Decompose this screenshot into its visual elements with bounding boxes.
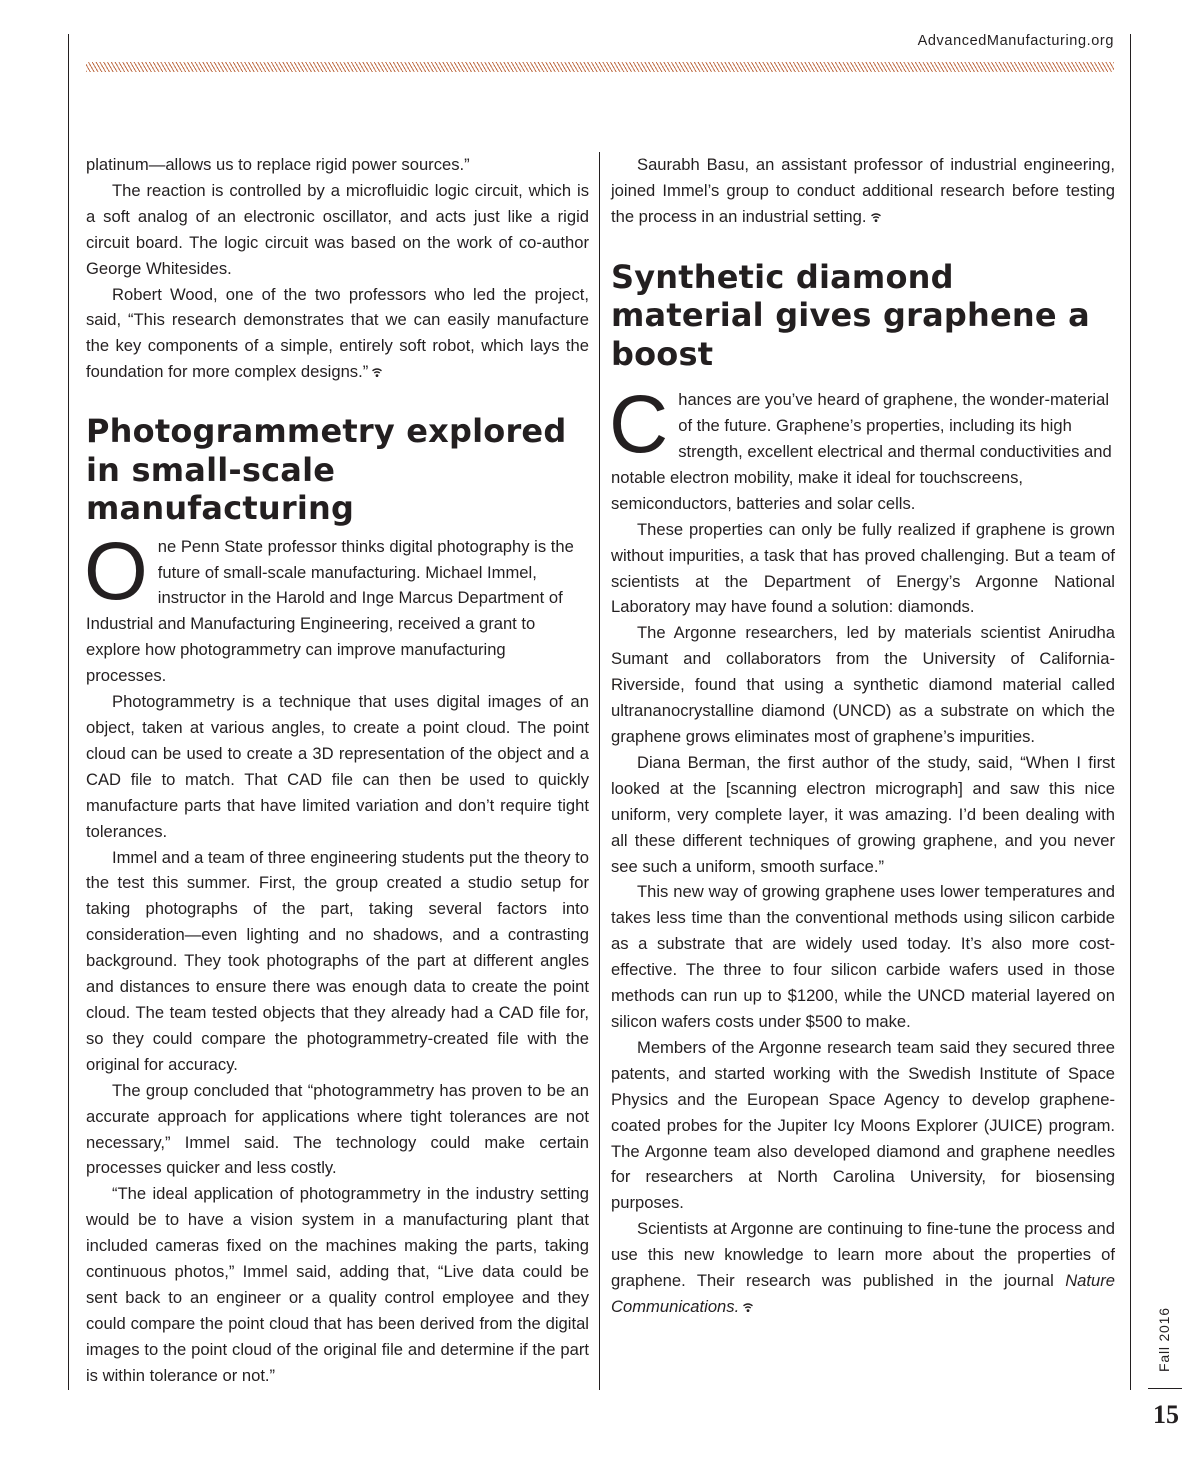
right-column xyxy=(611,152,1115,1320)
header-site-url: AdvancedManufacturing.org xyxy=(917,33,1114,49)
body-paragraph: Photogrammetry is a technique that uses digital images of an object, taken at various angles, to create a point cloud. The point cloud can be used to create a 3D representation of the object and a CAD file to match. That CAD file can then be used to quickly manufacture parts that have limited variation and don’t require tight tolerances. xyxy=(86,692,589,841)
article-headline: Photogrammetry explored in small-scale manufacturing xyxy=(86,412,567,528)
lead-paragraph xyxy=(84,525,589,689)
paragraph-text: Saurabh Basu, an assistant professor of industrial engineering, joined Immel’s group to conduct additional research before testing the process in an industrial setting. xyxy=(611,155,1115,226)
body-paragraph: Immel and a team of three engineering students put the theory to the test this summer. First, the group created a studio setup for taking photographs of the part, taking several factors into consideration—even lighting and no shadows, and a contrasting background. They took photographs of the part at different angles and distances to ensure there was enough data to create the point cloud. The team tested objects that they already had a CAD file for, so they could compare the photogrammetry-created file with the original for accuracy. xyxy=(86,847,589,1074)
issue-season: Fall 2016 xyxy=(1156,1307,1172,1372)
journal-name: Nature Communications. xyxy=(611,1271,1115,1316)
body-paragraph xyxy=(86,282,589,386)
drop-cap: C xyxy=(609,379,669,471)
body-paragraph: The reaction is controlled by a microfluidic logic circuit, which is a soft analog of an electronic oscillator, and acts just like a rigid circuit board. The logic circuit was based on the work of co-author George Whitesides. xyxy=(86,180,589,278)
drop-cap: O xyxy=(84,525,148,617)
body-paragraph: These properties can only be fully realized if graphene is grown without impurities, a task that has proved challenging. But a team of scientists at the Department of Energy’s Argonne National Laboratory may have found a solution: diamonds. xyxy=(611,519,1115,617)
paragraph-text: Scientists at Argonne are continuing to fine-tune the process and use this new knowledge to learn more about the properties of graphene. Their research was published in the journal xyxy=(611,1219,1115,1291)
end-of-article-icon xyxy=(870,211,882,223)
end-of-article-icon xyxy=(742,1301,754,1313)
body-paragraph xyxy=(611,152,1115,230)
article-headline: Synthetic diamond material gives graphene a boost xyxy=(611,257,1090,373)
lead-text: hances are you’ve heard of graphene, the wonder-material of the future. Graphene’s properties, including its high strength, excellent electrical and thermal conductivities and notable electron mobility, make it ideal for touchscreens, semiconductors, batteries and solar cells. xyxy=(611,390,1112,513)
right-margin-rule xyxy=(1130,34,1131,1390)
body-paragraph: “The ideal application of photogrammetry in the industry setting would be to have a vision system in a manufacturing plant that included cameras fixed on the machines making the parts, taking continuous photos,” Immel said, adding that, “Live data could be sent back to an engineer or a quality control employee and they could compare the point cloud that has been derived from the digital images to the point cloud of the original file and determine if the part is within tolerance or not.” xyxy=(86,1184,589,1385)
continued-paragraph: platinum—allows us to replace rigid power sources.” xyxy=(86,155,470,174)
folio-rule xyxy=(1148,1388,1182,1389)
body-paragraph: Diana Berman, the first author of the study, said, “When I first looked at the [scanning electron micrograph] and saw this nice uniform, very complete layer, it was amazing. I’d been dealing with all these different techniques of growing graphene, and you never see such a uniform, smooth surface.” xyxy=(611,752,1115,876)
body-paragraph xyxy=(611,1216,1115,1320)
column-divider xyxy=(599,152,600,1390)
body-paragraph: The group concluded that “photogrammetry has proven to be an accurate approach for applications where tight tolerances are not necessary,” Immel said. The technology could make certain processes quicker and less costly. xyxy=(86,1080,589,1178)
lead-paragraph xyxy=(609,379,1115,517)
page-number: 15 xyxy=(1153,1400,1179,1429)
body-paragraph: This new way of growing graphene uses lower temperatures and takes less time than the conventional methods using silicon carbide as a substrate that are widely used today. It’s also more cost-effective. The three to four silicon carbide wafers used in those methods can run up to $1200, while the UNCD material layered on silicon wafers costs under $500 to make. xyxy=(611,882,1115,1031)
body-paragraph: The Argonne researchers, led by materials scientist Anirudha Sumant and collaborators from the University of California-Riverside, found that using a synthetic diamond material called ultrananocrystalline diamond (UNCD) as a substrate on which the graphene grows eliminates most of graphene’s impurities. xyxy=(611,623,1115,746)
header-hatch-band xyxy=(86,62,1114,72)
body-paragraph: Members of the Argonne research team said they secured three patents, and started working with the Swedish Institute of Space Physics and the European Space Agency to develop graphene-coated probes for the Jupiter Icy Moons Explorer (JUICE) program. The Argonne team also developed diamond and graphene needles for researchers at North Carolina University, for biosensing purposes. xyxy=(611,1037,1115,1213)
end-of-article-icon xyxy=(371,366,383,378)
paragraph-text: Robert Wood, one of the two professors who led the project, said, “This research demonstrates that we can easily manufacture the key components of a simple, entirely soft robot, which lays the foundation for more complex designs.” xyxy=(86,284,589,382)
left-column xyxy=(86,152,589,1389)
left-margin-rule xyxy=(68,34,69,1390)
lead-text: ne Penn State professor thinks digital photography is the future of small-scale manufacturing. Michael Immel, instructor in the Harold and Inge Marcus Department of Industrial and Manufacturing Engineering, received a grant to explore how photogrammetry can improve manufacturing processes. xyxy=(86,536,574,686)
